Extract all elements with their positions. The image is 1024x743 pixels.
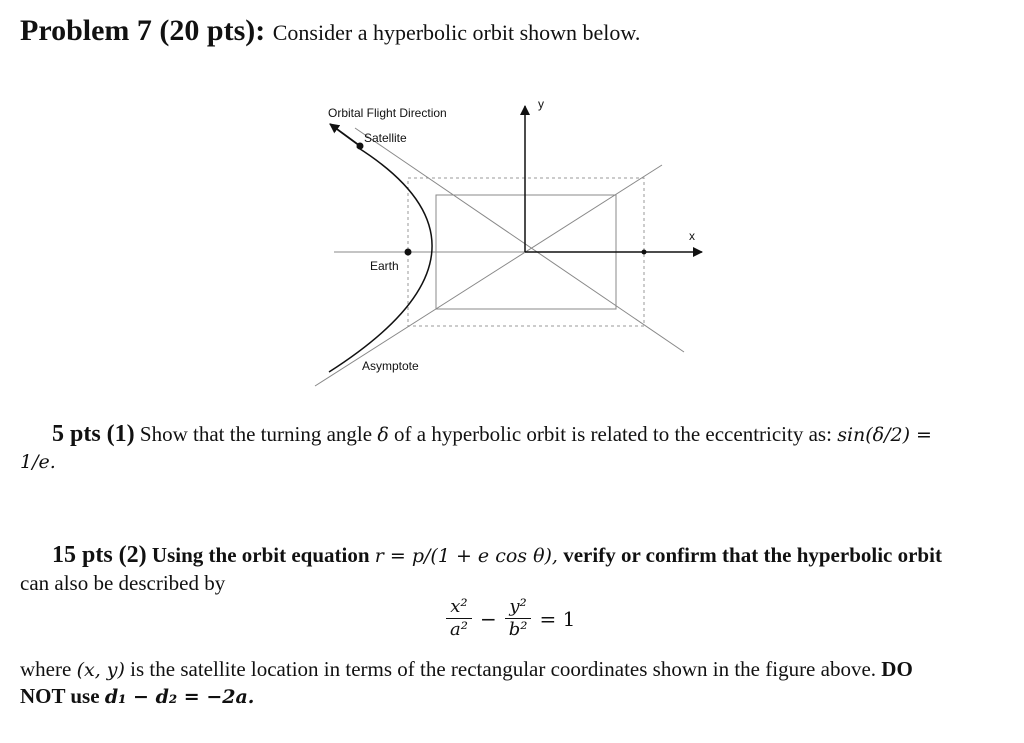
y-squared: y² [505,596,530,619]
part1-equation: sin(δ/2) = [837,424,932,446]
part2-line-1 [52,542,942,569]
part2-where-a: where [20,657,72,681]
asymptote-line-1 [355,128,684,352]
satellite-point [357,143,364,150]
part2-d-equation: d₁ − d₂ = −2a. [104,686,255,708]
label-y-axis: y [538,97,544,111]
hyperbola-equation [446,596,575,641]
part1-text-b: of a hyperbolic orbit is related to the eccentricity as: [394,422,832,446]
problem-intro: Consider a hyperbolic orbit shown below. [272,20,641,45]
part1-equation-end: 1/e. [20,451,56,473]
b-squared: b² [508,619,528,640]
part2-do: DO [881,657,913,681]
part2-xy: (x, y) [76,659,125,681]
part1-line-1 [52,421,932,448]
problem-heading: Problem 7 (20 pts): [20,14,266,47]
label-earth: Earth [370,259,399,273]
equals-one: = 1 [539,606,576,631]
part2-text-a: verify or confirm that the hyperbolic orbit [563,543,942,567]
part1-line-2 [20,448,56,475]
part2-line-4 [20,683,254,710]
part2-bold-text: Using the orbit equation [151,543,370,567]
part2-line-3 [20,656,913,683]
part2-points: 15 pts (2) [52,542,147,568]
part2-orbit-equation: r = p/(1 + e cos θ), [374,545,558,567]
flight-direction-arrow [330,124,360,146]
focus-point [642,250,647,255]
part2-line-2 [20,570,225,596]
label-orbital-flight-direction: Orbital Flight Direction [328,106,447,120]
x-squared: x² [446,596,471,619]
label-satellite: Satellite [364,131,407,145]
part2-not-use: NOT use [20,684,100,708]
minus-sign: − [479,606,497,631]
fraction-y [505,596,532,641]
asymptote-line-2 [315,165,662,386]
fraction-x [446,596,472,641]
a-squared: a² [450,619,468,640]
label-x-axis: x [689,229,695,243]
part1-points: 5 pts (1) [52,421,135,447]
part2-where-b: is the satellite location in terms of the rectangular coordinates shown in the figure above. [130,657,877,681]
part1-delta: δ [377,424,389,446]
part2-text-b: can also be described by [20,571,226,595]
label-asymptote: Asymptote [362,359,419,373]
earth-point [405,249,412,256]
part1-text-a: Show that the turning angle [139,422,373,446]
